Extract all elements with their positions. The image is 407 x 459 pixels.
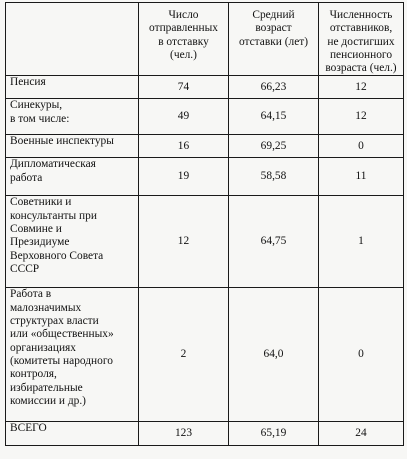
- row-label: Дипломатическая работа: [6, 158, 139, 196]
- table-row: [6, 158, 404, 196]
- row-count: 19: [139, 158, 229, 196]
- header-under-age: [319, 3, 404, 76]
- row-label: Работа в малозначимых структурах власти или «общественных» организациях (комитеты народного контроля, избирательные комиссии и др.): [6, 288, 139, 422]
- header-corner-cell: [6, 3, 139, 76]
- table-row: [6, 135, 404, 158]
- row-count: 49: [139, 99, 229, 135]
- row-count: 2: [139, 288, 229, 422]
- row-count: 12: [139, 196, 229, 288]
- row-avg-age: 66,23: [229, 76, 319, 99]
- table-row-total: [6, 422, 404, 446]
- row-under-age: 1: [319, 196, 404, 288]
- row-count: 123: [139, 422, 229, 446]
- row-label: Синекуры, в том числе:: [6, 99, 139, 135]
- row-under-age: 24: [319, 422, 404, 446]
- row-avg-age: 64,15: [229, 99, 319, 135]
- row-under-age: 0: [319, 288, 404, 422]
- row-label: Военные инспектуры: [6, 135, 139, 158]
- table-row: [6, 196, 404, 288]
- header-avg-age: [229, 3, 319, 76]
- header-avg-age-label: Средний возраст отставки (лет): [238, 9, 309, 48]
- header-count-label: Число отправленных в отставку (чел.): [149, 9, 218, 61]
- row-count: 16: [139, 135, 229, 158]
- retirement-statistics-table: [5, 2, 404, 446]
- row-label: Пенсия: [6, 76, 139, 99]
- table-header: [6, 3, 404, 76]
- row-label: Советники и консультанты при Совмине и Президиуме Верховного Совета СССР: [6, 196, 139, 288]
- row-avg-age: 65,19: [229, 422, 319, 446]
- row-avg-age: 64,75: [229, 196, 319, 288]
- row-avg-age: 69,25: [229, 135, 319, 158]
- table-body: [6, 76, 404, 446]
- table-row: [6, 99, 404, 135]
- row-avg-age: 58,58: [229, 158, 319, 196]
- row-avg-age: 64,0: [229, 288, 319, 422]
- row-under-age: 0: [319, 135, 404, 158]
- header-under-age-label: Численность отставников, не достигших пенсионного возраста (чел.): [325, 9, 397, 75]
- table-row: [6, 76, 404, 99]
- row-under-age: 11: [319, 158, 404, 196]
- header-count: [139, 3, 229, 76]
- row-under-age: 12: [319, 76, 404, 99]
- row-under-age: 12: [319, 99, 404, 135]
- header-row: [6, 3, 404, 76]
- row-count: 74: [139, 76, 229, 99]
- row-label: ВСЕГО: [6, 422, 139, 446]
- table-row: [6, 288, 404, 422]
